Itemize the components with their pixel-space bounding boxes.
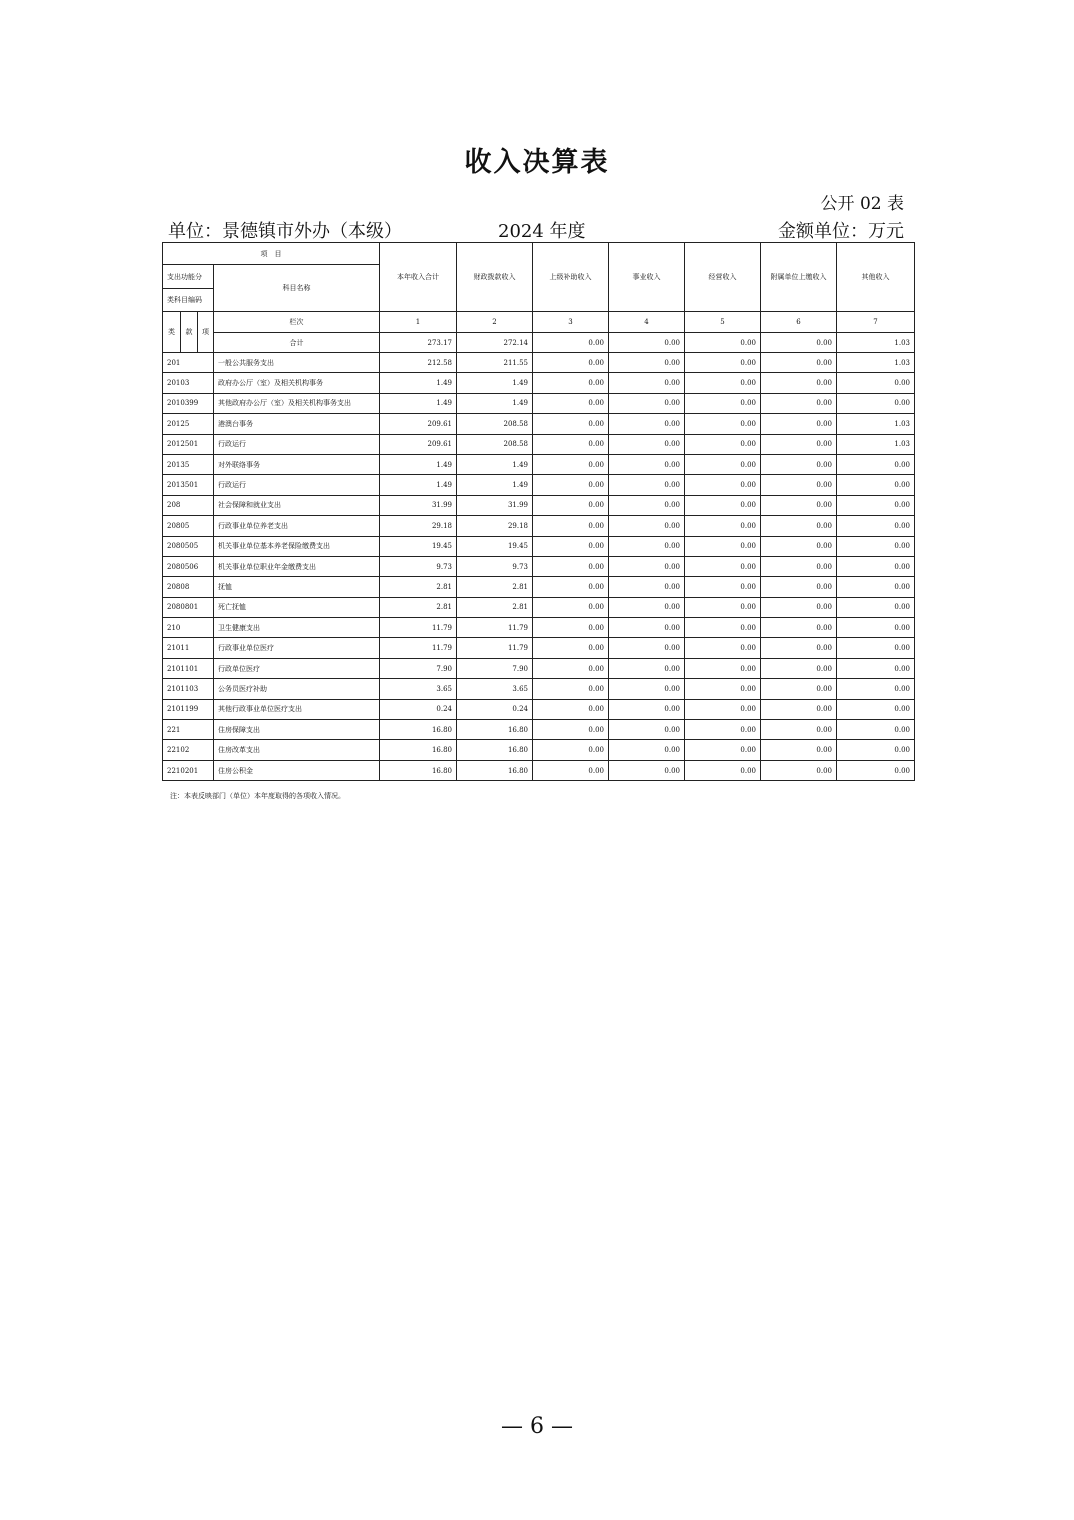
- row-code: 2101101: [163, 658, 214, 678]
- row-name: 住房保障支出: [214, 720, 380, 740]
- row-value: 0.00: [533, 556, 609, 576]
- row-value: 0.00: [533, 679, 609, 699]
- header-project: 项 目: [163, 243, 380, 265]
- row-value: 0.00: [761, 434, 837, 454]
- page-number: — 6 —: [501, 1414, 573, 1439]
- row-value: 0.00: [761, 679, 837, 699]
- row-value: 0.00: [837, 536, 915, 556]
- row-value: 3.65: [457, 679, 533, 699]
- row-name: 行政运行: [214, 475, 380, 495]
- table-row: [163, 740, 915, 760]
- row-value: 0.00: [761, 353, 837, 373]
- row-value: 0.00: [761, 618, 837, 638]
- row-value: 16.80: [457, 760, 533, 780]
- row-value: 0.00: [533, 475, 609, 495]
- row-value: 0.00: [761, 475, 837, 495]
- row-code: 20125: [163, 414, 214, 434]
- row-value: 0.00: [609, 699, 685, 719]
- total-value: 272.14: [457, 333, 533, 353]
- row-name: 机关事业单位基本养老保险缴费支出: [214, 536, 380, 556]
- row-value: 29.18: [380, 516, 457, 536]
- row-code: 20103: [163, 373, 214, 393]
- row-value: 0.00: [761, 414, 837, 434]
- col-num-1: 1: [380, 312, 457, 333]
- row-value: 0.00: [609, 597, 685, 617]
- row-value: 0.00: [533, 353, 609, 373]
- row-value: 0.00: [533, 414, 609, 434]
- total-value: 273.17: [380, 333, 457, 353]
- header-col-7: 其他收入: [837, 243, 915, 312]
- row-value: 0.00: [837, 618, 915, 638]
- row-value: 0.00: [685, 597, 761, 617]
- table-row: [163, 720, 915, 740]
- row-value: 0.00: [609, 556, 685, 576]
- row-value: 0.00: [837, 720, 915, 740]
- row-name: 行政事业单位养老支出: [214, 516, 380, 536]
- row-code: 2010399: [163, 393, 214, 413]
- row-value: 0.00: [837, 760, 915, 780]
- row-name: 港澳台事务: [214, 414, 380, 434]
- col-num-4: 4: [609, 312, 685, 333]
- row-value: 0.00: [685, 699, 761, 719]
- row-code: 21011: [163, 638, 214, 658]
- row-value: 0.00: [685, 679, 761, 699]
- row-value: 0.00: [609, 618, 685, 638]
- row-code: 2101199: [163, 699, 214, 719]
- row-value: 0.00: [761, 658, 837, 678]
- row-value: 0.00: [533, 434, 609, 454]
- fiscal-year: 2024 年度: [498, 221, 586, 242]
- row-value: 0.00: [837, 658, 915, 678]
- row-value: 16.80: [457, 740, 533, 760]
- row-value: 0.00: [533, 536, 609, 556]
- header-row-project: [163, 243, 915, 265]
- row-value: 0.00: [685, 373, 761, 393]
- row-value: 7.90: [380, 658, 457, 678]
- row-value: 0.00: [837, 577, 915, 597]
- row-name: 机关事业单位职业年金缴费支出: [214, 556, 380, 576]
- row-value: 0.00: [685, 516, 761, 536]
- row-value: 1.49: [457, 373, 533, 393]
- row-name: 其他行政事业单位医疗支出: [214, 699, 380, 719]
- row-value: 208.58: [457, 434, 533, 454]
- row-value: 0.00: [609, 393, 685, 413]
- row-value: 0.00: [837, 556, 915, 576]
- row-value: 0.00: [685, 618, 761, 638]
- row-code: 2080506: [163, 556, 214, 576]
- table-row: [163, 536, 915, 556]
- row-value: 1.49: [457, 475, 533, 495]
- row-value: 0.24: [380, 699, 457, 719]
- row-value: 0.00: [837, 393, 915, 413]
- row-name: 公务员医疗补助: [214, 679, 380, 699]
- row-value: 0.00: [533, 597, 609, 617]
- row-value: 0.00: [761, 516, 837, 536]
- header-xiang: 项: [198, 312, 214, 353]
- col-num-2: 2: [457, 312, 533, 333]
- row-value: 0.00: [837, 516, 915, 536]
- row-value: 0.00: [685, 495, 761, 515]
- row-value: 0.00: [837, 454, 915, 474]
- row-value: 31.99: [457, 495, 533, 515]
- row-value: 9.73: [380, 556, 457, 576]
- row-value: 0.00: [533, 760, 609, 780]
- row-value: 0.00: [685, 393, 761, 413]
- row-name: 政府办公厅（室）及相关机构事务: [214, 373, 380, 393]
- total-row: [163, 333, 915, 353]
- table-note: 注：本表反映部门（单位）本年度取得的各项收入情况。: [170, 792, 345, 800]
- table-row: [163, 556, 915, 576]
- row-name: 行政事业单位医疗: [214, 638, 380, 658]
- row-value: 0.00: [761, 454, 837, 474]
- row-value: 0.00: [609, 434, 685, 454]
- row-value: 0.00: [761, 536, 837, 556]
- row-value: 2.81: [457, 597, 533, 617]
- row-value: 209.61: [380, 414, 457, 434]
- row-value: 29.18: [457, 516, 533, 536]
- total-value: 1.03: [837, 333, 915, 353]
- row-code: 2080801: [163, 597, 214, 617]
- row-value: 0.00: [685, 475, 761, 495]
- header-kuan: 款: [181, 312, 198, 353]
- row-value: 0.00: [533, 720, 609, 740]
- row-value: 0.00: [533, 393, 609, 413]
- row-name: 对外联络事务: [214, 454, 380, 474]
- row-value: 7.90: [457, 658, 533, 678]
- header-col-1: 本年收入合计: [380, 243, 457, 312]
- row-value: 0.00: [685, 353, 761, 373]
- row-value: 1.49: [380, 475, 457, 495]
- row-code: 20135: [163, 454, 214, 474]
- row-value: 0.00: [609, 516, 685, 536]
- row-value: 0.00: [685, 434, 761, 454]
- row-value: 0.00: [685, 658, 761, 678]
- row-name: 死亡抚恤: [214, 597, 380, 617]
- row-value: 16.80: [380, 740, 457, 760]
- header-class-code: 类科目编码: [163, 289, 214, 312]
- table-row: [163, 495, 915, 515]
- row-value: 9.73: [457, 556, 533, 576]
- row-value: 0.00: [533, 638, 609, 658]
- row-value: 0.00: [837, 679, 915, 699]
- row-value: 1.49: [380, 454, 457, 474]
- row-value: 0.00: [609, 760, 685, 780]
- row-value: 0.00: [609, 658, 685, 678]
- row-code: 208: [163, 495, 214, 515]
- row-code: 20808: [163, 577, 214, 597]
- table-row: [163, 373, 915, 393]
- row-value: 16.80: [380, 760, 457, 780]
- row-value: 0.00: [837, 699, 915, 719]
- row-value: 0.00: [533, 699, 609, 719]
- row-value: 0.00: [609, 720, 685, 740]
- row-value: 0.00: [761, 393, 837, 413]
- header-row-lanci: [163, 312, 915, 333]
- row-value: 0.00: [609, 577, 685, 597]
- row-value: 0.00: [685, 556, 761, 576]
- table-row: [163, 638, 915, 658]
- row-value: 0.00: [837, 495, 915, 515]
- header-lanci: 栏次: [214, 312, 380, 333]
- row-name: 行政单位医疗: [214, 658, 380, 678]
- row-value: 0.00: [533, 618, 609, 638]
- row-value: 0.00: [761, 760, 837, 780]
- row-value: 0.24: [457, 699, 533, 719]
- row-value: 0.00: [609, 353, 685, 373]
- col-num-6: 6: [761, 312, 837, 333]
- table-row: [163, 475, 915, 495]
- amount-unit: 金额单位：万元: [778, 221, 904, 242]
- row-value: 0.00: [761, 597, 837, 617]
- row-code: 2101103: [163, 679, 214, 699]
- row-value: 208.58: [457, 414, 533, 434]
- row-code: 2210201: [163, 760, 214, 780]
- row-value: 0.00: [533, 658, 609, 678]
- table-row: [163, 618, 915, 638]
- row-value: 209.61: [380, 434, 457, 454]
- row-value: 0.00: [609, 536, 685, 556]
- row-value: 2.81: [380, 577, 457, 597]
- row-value: 0.00: [761, 638, 837, 658]
- row-value: 0.00: [533, 740, 609, 760]
- total-value: 0.00: [533, 333, 609, 353]
- row-value: 2.81: [457, 577, 533, 597]
- table-row: [163, 353, 915, 373]
- total-value: 0.00: [761, 333, 837, 353]
- header-func-class: 支出功能分: [163, 265, 214, 289]
- row-name: 行政运行: [214, 434, 380, 454]
- row-value: 0.00: [609, 495, 685, 515]
- col-num-7: 7: [837, 312, 915, 333]
- row-value: 0.00: [685, 414, 761, 434]
- header-col-6: 附属单位上缴收入: [761, 243, 837, 312]
- row-name: 住房改革支出: [214, 740, 380, 760]
- form-number: 公开 02 表: [820, 194, 904, 214]
- col-num-3: 3: [533, 312, 609, 333]
- row-value: 0.00: [761, 699, 837, 719]
- table-row: [163, 577, 915, 597]
- row-value: 0.00: [609, 740, 685, 760]
- row-name: 住房公积金: [214, 760, 380, 780]
- table-row: [163, 597, 915, 617]
- row-name: 社会保障和就业支出: [214, 495, 380, 515]
- table-row: [163, 393, 915, 413]
- row-value: 0.00: [533, 454, 609, 474]
- row-name: 抚恤: [214, 577, 380, 597]
- header-subject-name: 科目名称: [214, 265, 380, 312]
- row-code: 20805: [163, 516, 214, 536]
- row-name: 卫生健康支出: [214, 618, 380, 638]
- table-row: [163, 516, 915, 536]
- row-value: 0.00: [837, 638, 915, 658]
- row-code: 2013501: [163, 475, 214, 495]
- row-value: 1.03: [837, 434, 915, 454]
- row-value: 0.00: [533, 495, 609, 515]
- row-value: 0.00: [685, 536, 761, 556]
- row-value: 0.00: [685, 638, 761, 658]
- row-value: 31.99: [380, 495, 457, 515]
- row-value: 0.00: [761, 373, 837, 393]
- row-value: 1.03: [837, 353, 915, 373]
- header-col-3: 上级补助收入: [533, 243, 609, 312]
- row-value: 0.00: [609, 373, 685, 393]
- row-value: 0.00: [609, 475, 685, 495]
- row-value: 0.00: [533, 516, 609, 536]
- row-code: 2012501: [163, 434, 214, 454]
- row-code: 2080505: [163, 536, 214, 556]
- row-value: 0.00: [685, 760, 761, 780]
- row-value: 1.49: [457, 454, 533, 474]
- row-value: 16.80: [380, 720, 457, 740]
- row-value: 0.00: [609, 454, 685, 474]
- row-value: 0.00: [533, 577, 609, 597]
- row-value: 11.79: [457, 638, 533, 658]
- row-value: 1.03: [837, 414, 915, 434]
- total-value: 0.00: [609, 333, 685, 353]
- row-value: 0.00: [761, 556, 837, 576]
- total-label: 合计: [214, 333, 380, 353]
- row-value: 11.79: [380, 638, 457, 658]
- row-value: 0.00: [761, 577, 837, 597]
- row-value: 0.00: [761, 495, 837, 515]
- row-value: 0.00: [685, 577, 761, 597]
- row-value: 211.55: [457, 353, 533, 373]
- row-value: 19.45: [380, 536, 457, 556]
- table-row: [163, 414, 915, 434]
- row-value: 2.81: [380, 597, 457, 617]
- header-col-4: 事业收入: [609, 243, 685, 312]
- row-value: 11.79: [380, 618, 457, 638]
- row-name: 一般公共服务支出: [214, 353, 380, 373]
- row-value: 0.00: [609, 638, 685, 658]
- row-name: 其他政府办公厅（室）及相关机构事务支出: [214, 393, 380, 413]
- row-value: 0.00: [761, 720, 837, 740]
- row-value: 0.00: [837, 373, 915, 393]
- page-title: 收入决算表: [464, 147, 610, 178]
- reporting-unit: 单位：景德镇市外办（本级）: [168, 221, 402, 242]
- table-row: [163, 454, 915, 474]
- row-value: 19.45: [457, 536, 533, 556]
- row-value: 0.00: [685, 454, 761, 474]
- row-value: 3.65: [380, 679, 457, 699]
- row-code: 201: [163, 353, 214, 373]
- total-value: 0.00: [685, 333, 761, 353]
- header-col-5: 经营收入: [685, 243, 761, 312]
- row-value: 212.58: [380, 353, 457, 373]
- row-value: 1.49: [380, 373, 457, 393]
- row-value: 0.00: [609, 679, 685, 699]
- row-value: 0.00: [609, 414, 685, 434]
- row-value: 0.00: [761, 740, 837, 760]
- header-col-2: 财政拨款收入: [457, 243, 533, 312]
- table-row: [163, 658, 915, 678]
- row-code: 22102: [163, 740, 214, 760]
- row-value: 0.00: [837, 597, 915, 617]
- row-value: 0.00: [685, 740, 761, 760]
- row-value: 1.49: [380, 393, 457, 413]
- row-value: 0.00: [685, 720, 761, 740]
- row-value: 11.79: [457, 618, 533, 638]
- table-row: [163, 760, 915, 780]
- row-value: 0.00: [837, 740, 915, 760]
- income-statement-table: [162, 242, 915, 781]
- row-value: 0.00: [837, 475, 915, 495]
- header-lei: 类: [163, 312, 181, 353]
- table-row: [163, 679, 915, 699]
- table-row: [163, 434, 915, 454]
- row-value: 16.80: [457, 720, 533, 740]
- row-code: 221: [163, 720, 214, 740]
- row-code: 210: [163, 618, 214, 638]
- col-num-5: 5: [685, 312, 761, 333]
- row-value: 0.00: [533, 373, 609, 393]
- table-row: [163, 699, 915, 719]
- row-value: 1.49: [457, 393, 533, 413]
